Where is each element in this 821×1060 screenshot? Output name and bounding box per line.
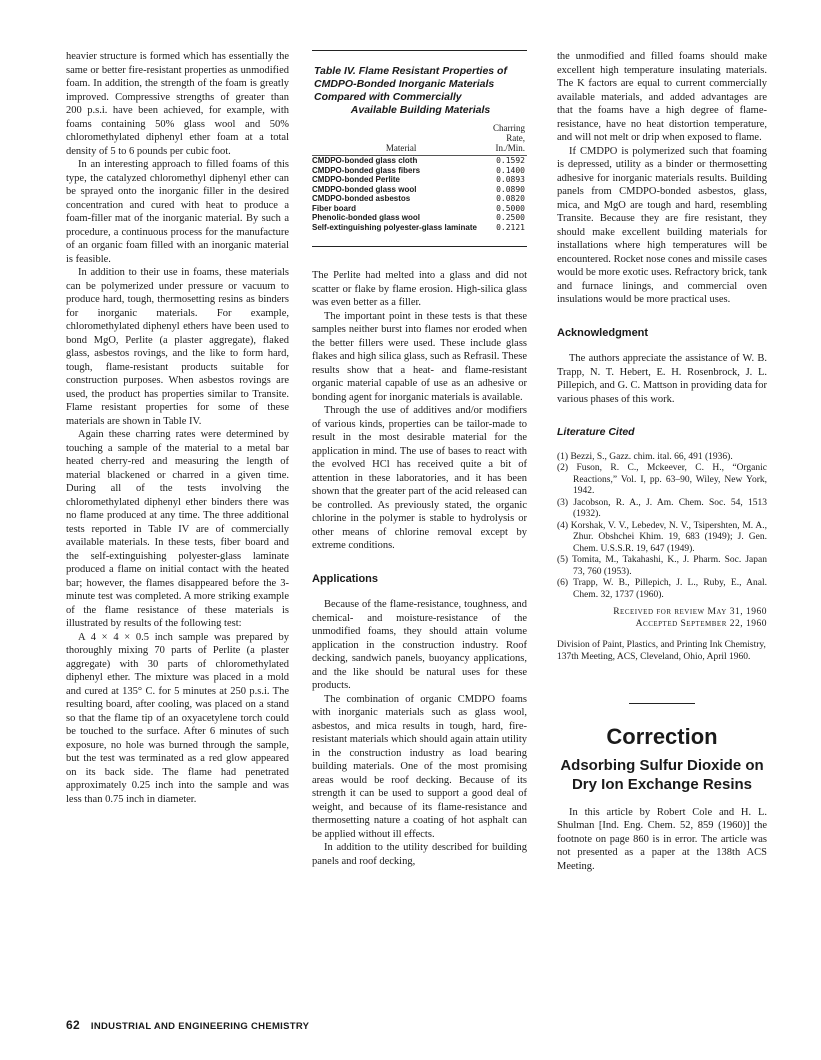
column-2 [312,50,527,868]
cell-rate: 0.0820 [496,194,525,203]
table-title-line-2: Available Building Materials [350,104,491,116]
cell-rate: 0.0890 [496,184,525,194]
reference-item: (2) Fuson, R. C., Mckeever, C. H., “Organic Reactions,” Vol. I, pp. 63–90, Wiley, New York, 1942. [557,463,767,496]
cell-rate: 0.2500 [496,213,525,222]
paragraph: In addition to the utility described for building panels and roof decking, [312,842,527,867]
paragraph: The combination of organic CMDPO foams with inorganic materials such as glass wool, asbestos, and mica results in tough, hard, fire-resistant materials which should again attain utility in the construction industry as load bearing building materials. One of the most promising areas would be roof decking. Because of its strength it can be used to support a good deal of weight, and because of its flame-resistance and thermosetting nature a coating of hot asphalt can be applied without ill effects. [312,693,527,840]
cell-material: Fiber board [312,203,357,213]
table-row [312,204,527,214]
paragraph: In this article by Robert Cole and H. L. Shulman [Ind. Eng. Chem. 52, 859 (1960)] the footnote on page 860 is in error. The article was not presented as a paper at the 138th ACS Meeting. [557,806,767,872]
paragraph: the unmodified and filled foams should make excellent high temperature insulating materials. The K factors are equal to current commercially available materials, and added advantages are that the foams have a high degree of flame-resistance, have no heat distortion temperature, and will not melt or drip when exposed to flame. [557,51,767,143]
page-footer [66,1018,309,1032]
accepted-line: Accepted September 22, 1960 [635,618,767,629]
section-heading-literature-cited: Literature Cited [557,426,635,438]
cell-material: Self-extinguishing polyester-glass laminate [312,222,477,232]
cell-rate: 0.1592 [496,156,525,165]
affiliation: Division of Paint, Plastics, and Printing Ink Chemistry, 137th Meeting, ACS, Cleveland, Ohio, April 1960. [557,640,766,662]
col-header-rate [490,123,527,153]
paragraph: In an interesting approach to filled foams of this type, the catalyzed chloromethyl diphenyl ether can be sprayed onto the inorganic filler in the desired concentration and cured with heat to produce a foam-filler mat of the inorganic material. By such a procedure, a continuous process for the manufacture of an organic foam filled with an inorganic material is feasible. [66,159,289,265]
received-line: Received for review May 31, 1960 [613,607,767,617]
correction-heading: Correction [606,724,718,749]
cell-material: CMDPO-bonded glass wool [312,184,417,194]
paragraph: Through the use of additives and/or modifiers of various kinds, properties can be tailor-made to result in the most desirable material for the application in mind. The use of bases to react with the evolved HCl has received quite a bit of attention in these laboratories, and it has been shown that the greater part of the acid released can be controlled. As previously stated, the organic chlorine in the polymer is stable to hydrolysis or other means of chlorine removal except by extreme conditions. [312,405,527,551]
table-row [312,175,527,185]
paragraph: Because of the flame-resistance, toughness, and chemical- and moisture-resistance of the unmodified foams, they should attain volume application in the construction industry. Roof decking, sandwich panels, buoyancy applications, and the like should be natural uses for these products. [312,599,527,691]
table-row [312,156,527,166]
cell-material: CMDPO-bonded glass cloth [312,156,418,165]
page-number: 62 [66,1018,80,1032]
section-heading-applications: Applications [312,572,379,585]
reference-list [557,452,767,602]
cell-material: Phenolic-bonded glass wool [312,213,421,222]
col-header-material: Material [385,143,417,153]
table-iv [312,50,527,247]
rate-header-line-1: Charring [493,123,525,133]
cell-rate: 0.5000 [496,203,525,213]
table-title-line-1: Table IV. Flame Resistant Properties of CMDPO-Bonded Inorganic Materials Compared with Commercially [314,65,507,103]
table-title [314,65,527,117]
column-1 [66,50,289,806]
paragraph: The Perlite had melted into a glass and did not scatter or flake by flame erosion. High-silica glass was even better as a filler. [312,270,527,308]
rate-header-line-3: In./Min. [495,143,525,153]
paragraph: The important point in these tests is that these samples neither burst into flames nor eroded when the better fillers were used. These include glass flakes and high silica glass, such as Refrasil. These results show that a heat- and flame-resistant organic material capable of use as an adhesive or bonding agent for inorganic materials is available. [312,310,527,403]
paragraph: A 4 × 4 × 0.5 inch sample was prepared by thoroughly mixing 70 parts of Perlite (a plaster aggregate) with 30 parts of chloromethylated diphenyl ether. The mixture was placed in a mold and cured at 135° C. for 5 minutes at 250 p.s.i. The resulting board, after cooling, was placed on a stand so that the flame tip of an oxyacetylene torch could be touched to the surface. After 6 minutes of such exposure, no hole was burned through the sample, but the test was terminated as a red glow appeared on its back side. The flame had penetrated approximately 0.25 inch into the sample and was less than 0.75 inch in diameter. [66,631,289,805]
cell-material: CMDPO-bonded asbestos [312,194,411,203]
cell-rate: 0.1400 [496,165,525,175]
column-3 [557,50,767,873]
cell-rate: 0.2121 [496,222,525,232]
table-bottom-rule [312,246,527,247]
reference-item: (3) Jacobson, R. A., J. Am. Chem. Soc. 54, 1513 (1932). [557,497,767,519]
divider [629,703,695,704]
reference-item: (1) Bezzi, S., Gazz. chim. ital. 66, 491 (1936). [557,451,733,462]
journal-name: INDUSTRIAL AND ENGINEERING CHEMISTRY [90,1021,310,1032]
table-row [312,194,527,204]
paragraph: heavier structure is formed which has essentially the same or better fire-resistant properties as unmodified foam. In addition, the strength of the foam is greatly improved. Compressive strengths of greater than 200 p.s.i. have been achieved, for example, with foams containing 50% glass wool and 50% chloromethylated diphenyl ether foam at a total density of 5 to 6 pounds per cubic foot. [66,51,289,157]
table-row [312,166,527,176]
cell-rate: 0.0893 [496,175,525,184]
table-row [312,223,527,233]
table-row [312,213,527,223]
received-date [557,607,767,630]
section-heading-acknowledgment: Acknowledgment [557,326,649,339]
reference-item: (4) Korshak, V. V., Lebedev, N. V., Tsipershten, M. A., Zhur. Obshchei Khim. 19, 683 (1949); J. Gen. Chem. U.S.S.R. 19, 647 (1949). [557,520,767,554]
paragraph: Again these charring rates were determined by touching a sample of the material to a metal bar heated cherry-red and measuring the length of material blackened or charred in a given time. During all of the tests involving the chloromethylated diphenyl ether binders there was no flame produced at any time. The three additional tests reported in Table IV are of commercially available materials. In these tests, fiber board and the self-extinguishing polyester-glass laminate produced a flame on initial contact with the heated bar; however, the flames disappeared before the 3-minute test was completed. A more striking example of the flame resistance of these materials is illustrated by results of the following test: [66,429,289,629]
paragraph: If CMDPO is polymerized such that foaming is depressed, utility as a binder or thermosetting adhesive for inorganic materials results. Building panels from CMDPO-bonded asbestos, glass, mica, and MgO are tough and hard, resembling Transite. Because they are fire resistant, they should make excellent building materials for installations where high temperatures will be encountered. Rocket nose cones and missile cases would be more exotic uses. Refractory brick, tank and furnace linings, and commercial oven insulations would be more practical uses. [557,145,767,305]
rate-header-line-2: Rate, [506,133,525,143]
cell-material: CMDPO-bonded glass fibers [312,165,421,175]
paragraph: In addition to their use in foams, these materials can be polymerized under pressure or vacuum to produce hard, tough, thermosetting resins as binders for inorganic materials. For example, chloromethylated diphenyl ethers have been used to bond MgO, Perlite (a plaster aggregate), flaked glass, asbestos rovings, and the like to form hard, tough, flame-resistant products suitable for construction purposes. When asbestos rovings are used, the product has properties similar to Transite. Flame resistant properties for some of these materials are shown in Table IV. [66,267,289,427]
cell-material: CMDPO-bonded Perlite [312,175,401,184]
reference-item: (6) Trapp, W. B., Pillepich, J. L., Ruby, E., Anal. Chem. 32, 1737 (1960). [557,578,767,600]
correction-subheading: Adsorbing Sulfur Dioxide on Dry Ion Exchange Resins [560,756,764,793]
reference-item: (5) Tomita, M., Takahashi, K., J. Pharm. Soc. Japan 73, 760 (1953). [557,555,767,577]
charring-rate-table [312,123,527,232]
paragraph: The authors appreciate the assistance of W. B. Trapp, N. T. Hebert, E. H. Rosenbrock, J. L. Pillepich, and G. C. Mattson in providing data for various phases of this work. [557,353,767,405]
table-top-rule [312,50,527,51]
table-row [312,185,527,195]
